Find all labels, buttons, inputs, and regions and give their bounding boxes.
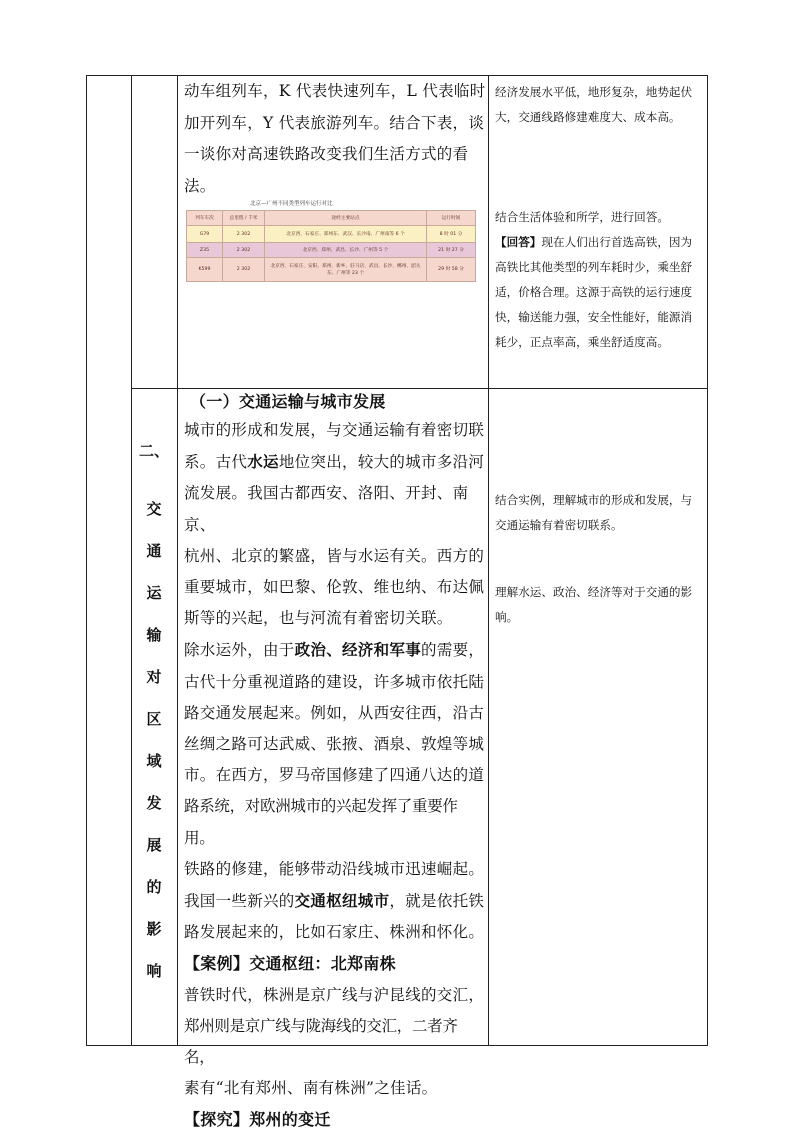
- text-line: 郑州则是京广线与陇海线的交汇，二者齐名，: [184, 1016, 458, 1067]
- text-line: 法。: [184, 176, 216, 195]
- figure-cell: 2 302: [223, 226, 265, 242]
- top-main-text: [184, 76, 486, 202]
- text-line: 路系统，对欧洲城市的兴起发挥了重要作用。: [184, 797, 458, 847]
- text-span: 的需要，: [421, 641, 485, 660]
- figure-cell: 2 302: [223, 243, 265, 257]
- train-comparison-table: [186, 210, 476, 282]
- figure-table-row: [187, 242, 475, 257]
- title-char: 的: [146, 878, 162, 896]
- text-line: 路交通发展起来。例如，从西安往西，沿古: [184, 703, 485, 722]
- answer-text: 现在人们出行首选高铁，因为: [541, 235, 693, 249]
- subheading: （一）交通运输与城市发展: [190, 392, 386, 411]
- text-line: 流发展。我国古都西安、洛阳、开封、南京、: [184, 484, 469, 534]
- text-span: 系。古代: [184, 453, 248, 472]
- note-line: 交通运输有着密切联系。: [495, 518, 623, 532]
- title-char: 响: [146, 962, 162, 980]
- text-line: 丝绸之路可达武威、张掖、酒泉、敦煌等城: [184, 735, 485, 754]
- text-line: 斯等的兴起，也与河流有着密切关联。: [184, 609, 453, 628]
- text-line: [184, 634, 486, 666]
- table-divider-3: [488, 75, 489, 1046]
- title-char: 发: [146, 794, 162, 812]
- text-line: 城市的形成和发展，与交通运输有着密切联: [184, 421, 485, 439]
- section-vertical-title: [131, 388, 177, 1045]
- note-line: 大，交通线路修建难度大、成本高。: [495, 110, 681, 124]
- table-divider-2: [177, 75, 178, 1046]
- table-border-left: [86, 75, 87, 1046]
- text-line: 市。在西方，罗马帝国修建了四通八达的道: [184, 766, 485, 785]
- figure-cell: Z35: [187, 243, 223, 257]
- answer-label: 【回答】: [495, 235, 542, 249]
- title-char: 域: [146, 752, 162, 770]
- figure-title: 北京—广州不同类型列车运行对比: [250, 201, 333, 207]
- figure-cell: 21 时 27 分: [438, 247, 464, 253]
- text-line: 杭州、北京的繁盛，皆与水运有关。西方的: [184, 546, 485, 565]
- title-char: 运: [146, 584, 162, 602]
- bold-term: 水运: [247, 452, 279, 472]
- text-line: [184, 446, 486, 478]
- figure-cell: 列车车次: [187, 211, 223, 225]
- title-char: 展: [146, 836, 162, 854]
- text-line: [184, 885, 486, 917]
- text-line: 普铁时代，株洲是京广线与沪昆线的交汇，: [184, 985, 485, 1004]
- text-line: 动车组列车，K 代表快速列车，L 代表临时: [184, 82, 486, 100]
- note-line: 结合实例，理解城市的形成和发展，与: [495, 493, 693, 507]
- text-line: 一谈你对高速铁路改变我们生活方式的看: [184, 145, 469, 163]
- figure-header-row: [187, 211, 475, 225]
- title-char: 输: [146, 626, 162, 644]
- note-line: 结合生活体验和所学，进行回答。: [495, 210, 669, 224]
- figure-table-row: [187, 257, 475, 281]
- title-char: 影: [146, 920, 162, 938]
- title-char: 通: [146, 542, 162, 560]
- case-heading: 【案例】交通枢纽：北郑南株: [184, 954, 396, 974]
- title-char: 交: [146, 500, 162, 518]
- section2-side-note-1: [495, 488, 705, 538]
- note-line: 耗少，正点率高，乘坐舒适度高。: [495, 335, 669, 349]
- text-span: 地位突出，较大的城市多沿河: [278, 453, 485, 472]
- text-line: 古代十分重视道路的建设，许多城市依托陆: [184, 672, 485, 691]
- text-line: 铁路的修建，能够带动沿线城市迅速崛起。: [184, 859, 485, 878]
- figure-cell: 途经主要站点: [265, 211, 427, 225]
- text-line: 加开列车，Y 代表旅游列车。结合下表，谈: [184, 113, 485, 132]
- top-side-notes: [495, 80, 705, 130]
- explore-heading: 【探究】郑州的变迁: [184, 1110, 331, 1130]
- figure-cell: 北京西、石家庄、安阳、郑州、新乡、驻马店、武昌、长沙、郴州、韶关东、广州等 23 个: [265, 258, 427, 281]
- bold-term: 交通枢纽城市: [294, 891, 390, 911]
- table-border-right: [707, 75, 708, 1046]
- section2-main-text: [184, 389, 486, 1136]
- note-line: 高铁比其他类型的列车耗时少，乘坐舒: [495, 260, 693, 274]
- text-span: ，就是依托铁: [389, 892, 485, 911]
- text-span: 除水运外，由于: [184, 641, 295, 660]
- note-line: 响。: [495, 610, 519, 624]
- bold-term: 政治、经济和军事: [294, 640, 422, 660]
- note-line: 理解水运、政治、经济等对于交通的影: [495, 585, 693, 599]
- note-line: 适，价格合理。这源于高铁的运行速度: [495, 285, 693, 299]
- figure-cell: 29 时 58 分: [438, 267, 464, 272]
- top-side-answer: [495, 205, 705, 355]
- title-char: 对: [146, 668, 162, 686]
- text-line: 素有“北有郑州、南有株洲”之佳话。: [184, 1079, 438, 1098]
- text-span: 我国一些新兴的: [184, 892, 295, 911]
- note-line: 经济发展水平低，地形复杂，地势起伏: [495, 85, 693, 99]
- text-line: 路发展起来的，比如石家庄、株洲和怀化。: [184, 923, 485, 942]
- figure-cell: 总里程 / 千米: [223, 211, 265, 225]
- figure-cell: K599: [187, 258, 223, 281]
- section2-side-note-2: [495, 580, 705, 630]
- note-line: 快，输送能力强，安全性能好，能源消: [495, 310, 693, 324]
- title-char: 区: [146, 710, 162, 728]
- text-line: 重要城市，如巴黎、伦敦、维也纳、布达佩: [184, 578, 485, 597]
- figure-cell: G79: [187, 226, 223, 242]
- answer-line: [495, 230, 705, 255]
- figure-cell: 2 302: [223, 258, 265, 281]
- figure-table-row: [187, 225, 475, 242]
- title-char: 二、: [138, 442, 169, 460]
- figure-cell: 北京西、郑州、武昌、长沙、广州等 5 个: [265, 243, 427, 257]
- figure-cell: 运行时间: [441, 215, 461, 221]
- figure-cell: 8 时 01 分: [439, 231, 463, 237]
- figure-cell: 北京西、石家庄、郑州东、武汉、长沙南、广州南等 6 个: [265, 226, 427, 242]
